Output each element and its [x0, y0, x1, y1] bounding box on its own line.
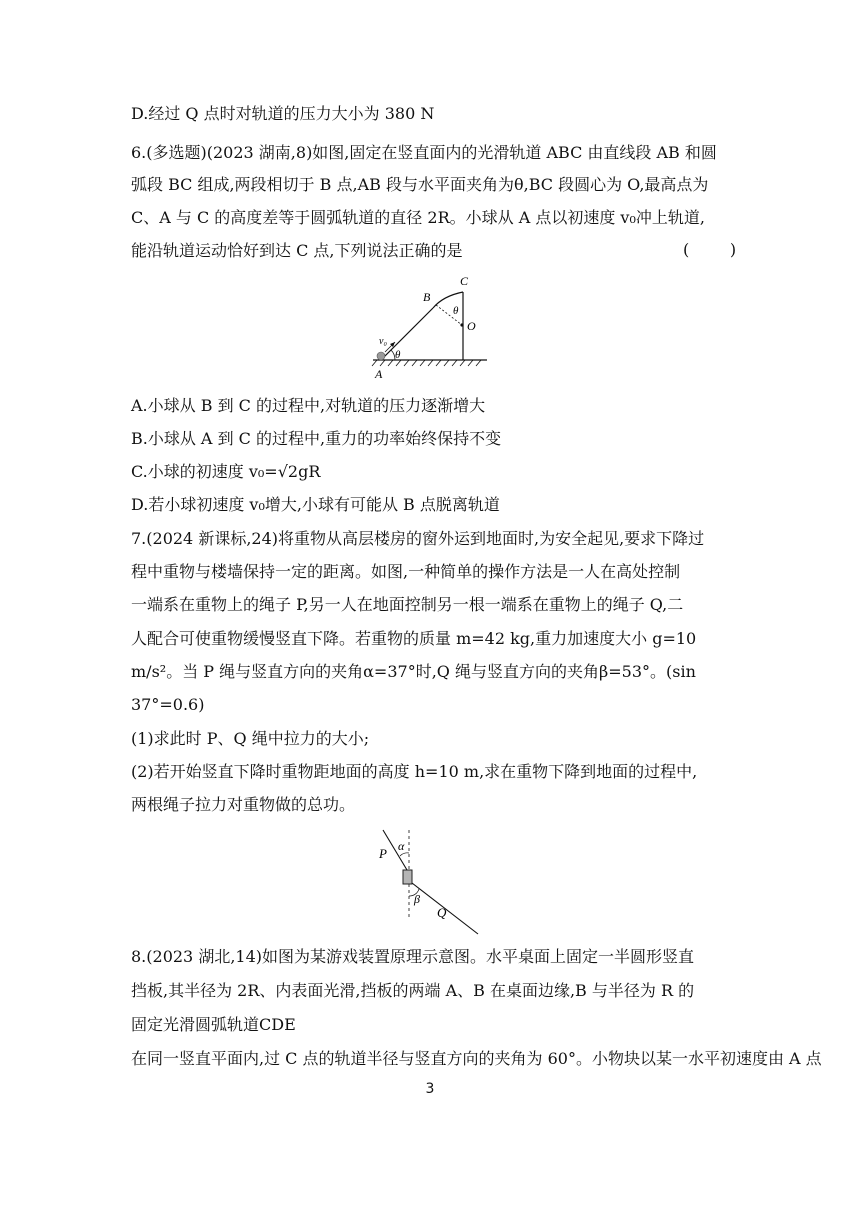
q5-option-d: D.经过 Q 点时对轨道的压力大小为 380 N [131, 104, 435, 123]
q8-line-1: 8.(2023 湖北,14)如图为某游戏装置原理示意图。水平桌面上固定一半圆形竖直 [131, 947, 695, 966]
ball [377, 352, 385, 360]
q6-option-c: C.小球的初速度 v₀=√2gR [131, 462, 321, 481]
q8-line-3: 固定光滑圆弧轨道CDE [131, 1015, 296, 1034]
label-a: A [375, 367, 383, 381]
q7-line-4: 人配合可使重物缓慢竖直下降。若重物的质量 m=42 kg,重力加速度大小 g=10 [131, 629, 697, 648]
q7-line-7: (1)求此时 P、Q 绳中拉力的大小; [131, 729, 370, 748]
q7-line-9: 两根绳子拉力对重物做的总功。 [131, 795, 356, 814]
label-b: B [423, 290, 431, 304]
q6-option-d: D.若小球初速度 v₀增大,小球有可能从 B 点脱离轨道 [131, 495, 500, 514]
label-q: Q [437, 905, 447, 920]
q7-line-5: m/s²。当 P 绳与竖直方向的夹角α=37°时,Q 绳与竖直方向的夹角β=53°。(sin [131, 662, 696, 681]
label-theta-bottom: θ [395, 349, 401, 361]
q8-line-2: 挡板,其半径为 2R、内表面光滑,挡板的两端 A、B 在桌面边缘,B 与半径为 R 的 [131, 981, 695, 1000]
q6-line-3: C、A 与 C 的高度差等于圆弧轨道的直径 2R。小球从 A 点以初速度 v₀冲上轨道, [131, 208, 705, 227]
q7-line-6: 37°=0.6) [131, 695, 205, 714]
track-ab [381, 308, 433, 360]
page-number: 3 [425, 1081, 435, 1097]
q6-line-1: 6.(多选题)(2023 湖南,8)如图,固定在竖直面内的光滑轨道 ABC 由直线段 AB 和圆 [131, 143, 717, 162]
label-c: C [460, 274, 469, 288]
label-o: O [467, 319, 476, 333]
q6-line-4: 能沿轨道运动恰好到达 C 点,下列说法正确的是 [131, 241, 463, 260]
q7-line-8: (2)若开始竖直下降时重物距地面的高度 h=10 m,求在重物下降到地面的过程中, [131, 762, 698, 781]
label-alpha: α [398, 839, 405, 853]
label-beta: β [414, 892, 420, 906]
q7-line-2: 程中重物与楼墙保持一定的距离。如图,一种简单的操作方法是一人在高处控制 [131, 562, 681, 581]
label-theta-top: θ [453, 305, 459, 317]
q6-track-diagram [365, 268, 495, 386]
q7-line-3: 一端系在重物上的绳子 P,另一人在地面控制另一根一端系在重物上的绳子 Q,二 [131, 595, 684, 614]
q6-option-b: B.小球从 A 到 C 的过程中,重力的功率始终保持不变 [131, 429, 502, 448]
center-o [460, 323, 463, 326]
answer-bracket: ( ) [683, 240, 737, 259]
q8-line-4: 在同一竖直平面内,过 C 点的轨道半径与竖直方向的夹角为 60°。小物块以某一水平初速度由 A 点 [131, 1049, 822, 1068]
q6-option-a: A.小球从 B 到 C 的过程中,对轨道的压力逐渐增大 [131, 396, 486, 415]
q6-line-2: 弧段 BC 组成,两段相切于 B 点,AB 段与水平面夹角为θ,BC 段圆心为 O,最高点为 [131, 175, 709, 194]
weight-box [403, 870, 412, 884]
label-p: P [379, 846, 387, 861]
track-bc [433, 292, 463, 308]
q7-line-1: 7.(2024 新课标,24)将重物从高层楼房的窗外运到地面时,为安全起见,要求下降过 [131, 529, 705, 548]
q7-rope-diagram [370, 826, 485, 938]
label-v0: v₀ [379, 336, 387, 347]
